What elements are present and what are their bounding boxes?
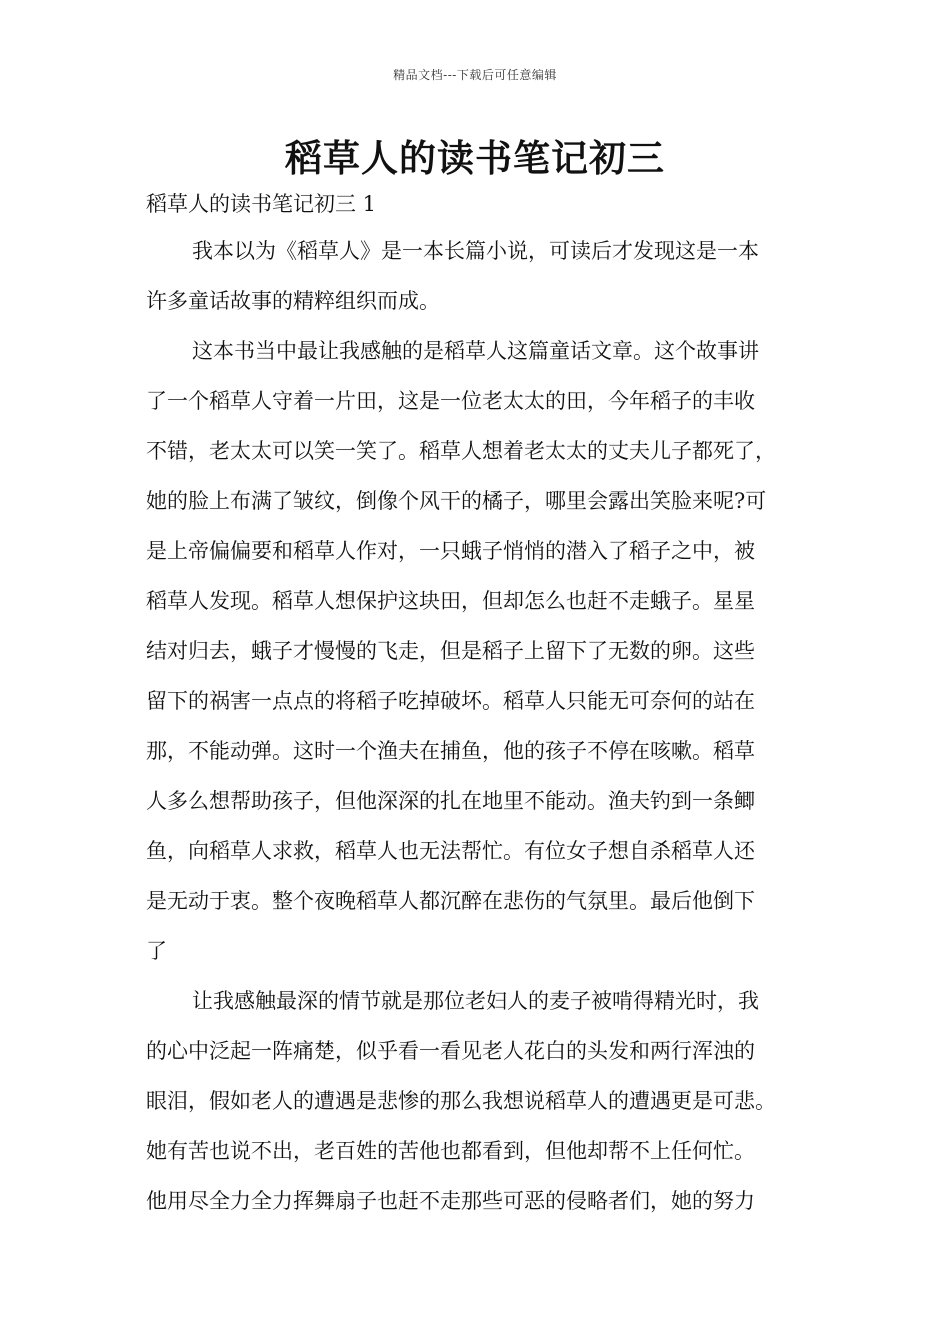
paragraph-line: 了 [146,939,167,963]
paragraph-line: 人多么想帮助孩子，但他深深的扎在地里不能动。渔夫钓到一条鲫 [146,789,755,813]
document-title: 稻草人的读书笔记初三 [285,136,665,180]
paragraph-line: 这本书当中最让我感触的是稻草人这篇童话文章。这个故事讲 [192,339,759,363]
document-body [146,232,818,1232]
paragraph-line: 她有苦也说不出，老百姓的苦他也都看到，但他却帮不上任何忙。 [146,1139,755,1163]
page-header: 精品文档---下载后可任意编辑 [393,68,557,82]
paragraph-line: 眼泪，假如老人的遭遇是悲惨的那么我想说稻草人的遭遇更是可悲。 [146,1089,776,1113]
paragraph-line: 鱼，向稻草人求救，稻草人也无法帮忙。有位女子想自杀稻草人还 [146,839,755,863]
paragraph-line: 了一个稻草人守着一片田，这是一位老太太的田，今年稻子的丰收 [146,389,755,413]
paragraph-line: 是上帝偏偏要和稻草人作对，一只蛾子悄悄的潜入了稻子之中，被 [146,539,755,563]
paragraph-line: 让我感触最深的情节就是那位老妇人的麦子被啃得精光时，我 [192,989,759,1013]
paragraph-line: 的心中泛起一阵痛楚，似乎看一看见老人花白的头发和两行浑浊的 [146,1039,755,1063]
paragraph-line: 许多童话故事的精粹组织而成。 [146,289,440,313]
paragraph-line: 我本以为《稻草人》是一本长篇小说，可读后才发现这是一本 [192,239,759,263]
paragraph-line: 稻草人发现。稻草人想保护这块田，但却怎么也赶不走蛾子。星星 [146,589,755,613]
paragraph-line: 他用尽全力全力挥舞扇子也赶不走那些可恶的侵略者们，她的努力 [146,1189,755,1213]
paragraph-line: 她的脸上布满了皱纹，倒像个风干的橘子，哪里会露出笑脸来呢?可 [146,489,767,513]
paragraph-line: 留下的祸害一点点的将稻子吃掉破坏。稻草人只能无可奈何的站在 [146,689,755,713]
paragraph-line: 结对归去，蛾子才慢慢的飞走，但是稻子上留下了无数的卵。这些 [146,639,755,663]
paragraph-line: 那，不能动弹。这时一个渔夫在捕鱼，他的孩子不停在咳嗽。稻草 [146,739,755,763]
paragraph-line: 是无动于衷。整个夜晚稻草人都沉醉在悲伤的气氛里。最后他倒下 [146,889,755,913]
paragraph-line: 不错，老太太可以笑一笑了。稻草人想着老太太的丈夫儿子都死了， [146,439,776,463]
document-subtitle: 稻草人的读书笔记初三 1 [146,192,377,216]
